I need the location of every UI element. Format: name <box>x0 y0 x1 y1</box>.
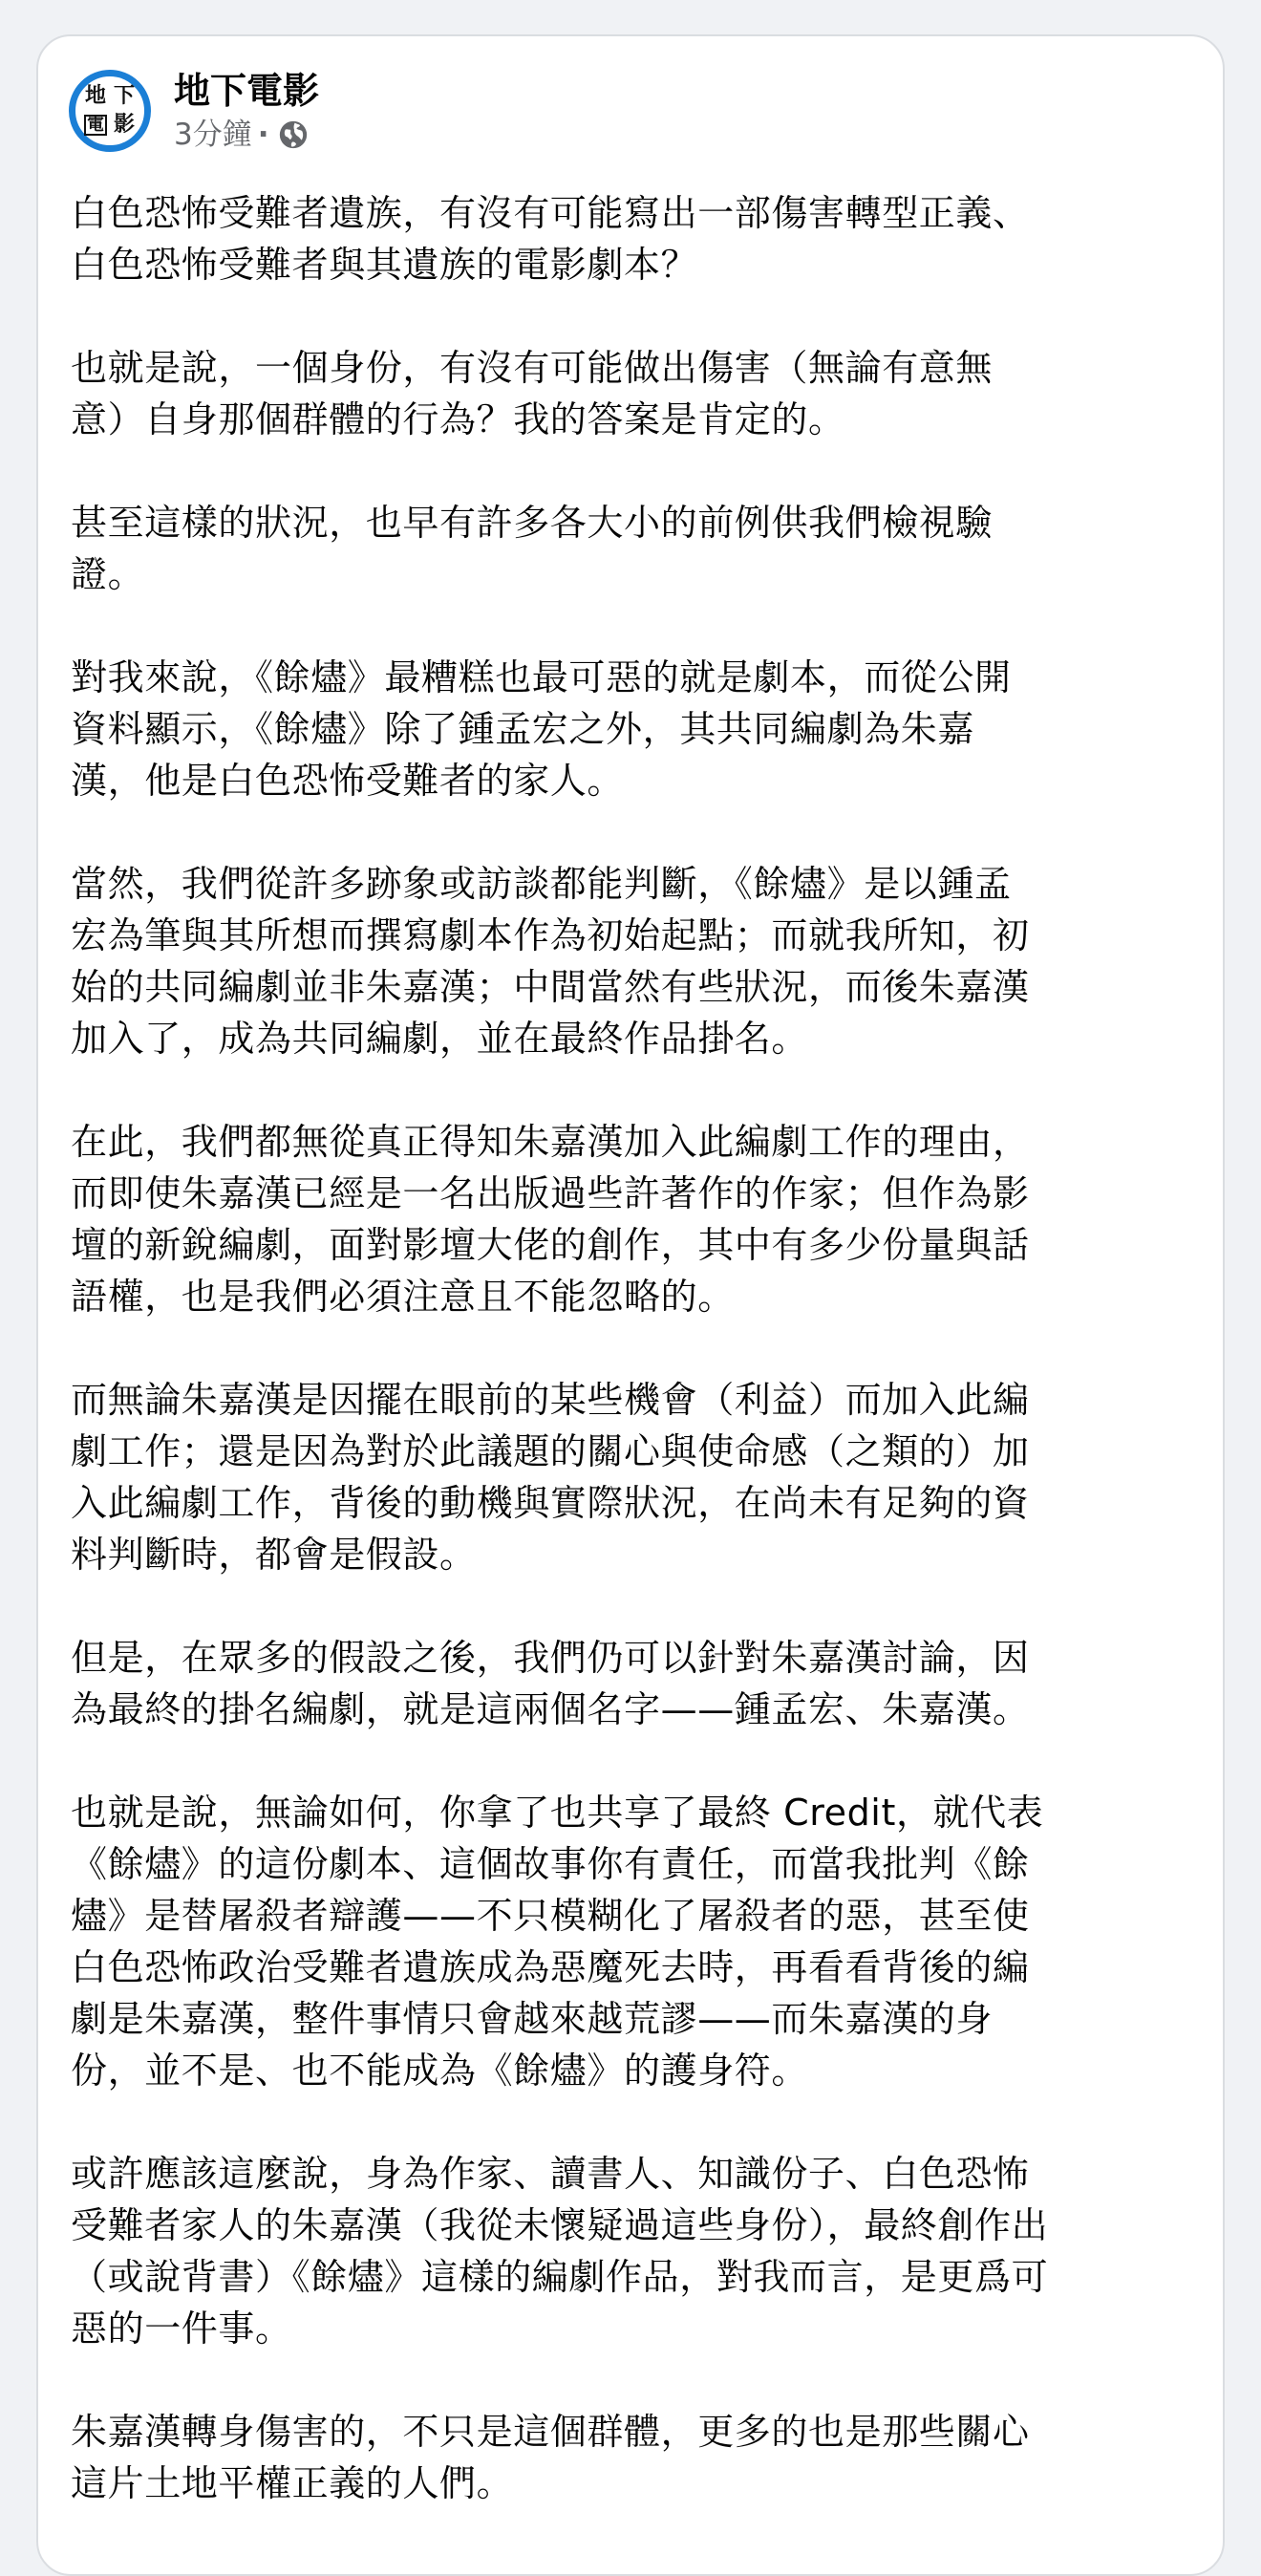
post-paragraph: 也就是說，一個身份，有沒有可能做出傷害（無論有意無 意）自身那個群體的行為？我的答案是肯定的。 <box>71 347 994 440</box>
post-text <box>71 187 1217 2561</box>
avatar-char: 電 <box>84 115 107 136</box>
globe-icon[interactable] <box>277 118 310 151</box>
post-paragraph: 也就是說，無論如何，你拿了也共享了最終 Credit，就代表 《餘燼》的這份劇本、這個故事你有責任，而當我批判《餘 燼》是替屠殺者辯護——不只模糊化了屠殺者的惡，甚至使 白色恐怖政治受難者遺族成為惡魔死去時，再看看背後的編 劇是朱嘉漢，整件事情只會越來越荒謬——而朱嘉漢的身 份，並不是、也不能成為《餘燼》的護身符。 <box>71 1792 1044 2092</box>
page-name-link[interactable]: 地下電影 <box>174 70 320 112</box>
post-paragraph: 而無論朱嘉漢是因擺在眼前的某些機會（利益）而加入此編 劇工作；還是因為對於此議題的關心與使命感（之類的）加 入此編劇工作，背後的動機與實際狀況，在尚未有足夠的資 料判斷時，都會是假設。 <box>71 1379 1030 1576</box>
avatar-char: 影 <box>113 113 135 137</box>
post-paragraph: 或許應該這麼說，身為作家、讀書人、知識份子、白色恐怖 受難者家人的朱嘉漢（我從未懷疑過這些身份），最終創作出 （或說背書）《餘燼》這樣的編劇作品，對我而言，是更爲可 惡的一件事。 <box>71 2153 1049 2350</box>
avatar[interactable] <box>69 70 151 152</box>
post-timestamp[interactable]: 3分鐘 <box>174 118 252 152</box>
post-card <box>36 34 1225 2576</box>
post-paragraph: 當然，我們從許多跡象或訪談都能判斷，《餘燼》是以鍾孟 宏為筆與其所想而撰寫劇本作為初始起點；而就我所知，初 始的共同編劇並非朱嘉漢；中間當然有些狀況，而後朱嘉漢 加入了，成為共同編劇，並在最終作品掛名。 <box>71 863 1030 1060</box>
post-subline <box>174 117 319 153</box>
post-paragraph: 但是，在眾多的假設之後，我們仍可以針對朱嘉漢討論，因 為最終的掛名編劇，就是這兩個名字——鍾孟宏、朱嘉漢。 <box>71 1637 1030 1730</box>
avatar-logo <box>81 82 139 140</box>
post-paragraph: 對我來說，《餘燼》最糟糕也最可惡的就是劇本，而從公開 資料顯示，《餘燼》除了鍾孟宏之外，其共同編劇為朱嘉 漢，他是白色恐怖受難者的家人。 <box>71 656 1012 802</box>
post-meta <box>174 69 319 153</box>
avatar-char: 地 <box>84 84 106 108</box>
post-paragraph: 朱嘉漢轉身傷害的，不只是這個群體，更多的也是那些關心 這片土地平權正義的人們。 <box>71 2411 1030 2504</box>
post-paragraph: 甚至這樣的狀況，也早有許多各大小的前例供我們檢視驗 證。 <box>71 502 994 595</box>
post-paragraph: 在此，我們都無從真正得知朱嘉漢加入此編劇工作的理由， 而即使朱嘉漢已經是一名出版過些許著作的作家；但作為影 壇的新銳編劇，面對影壇大佬的創作，其中有多少份量與話 語權，也是我們必須注意且不能忽略的。 <box>71 1121 1030 1318</box>
avatar-char: 下 <box>113 84 135 108</box>
post-paragraph: 白色恐怖受難者遺族，有沒有可能寫出一部傷害轉型正義、 白色恐怖受難者與其遺族的電影劇本？ <box>71 192 1030 286</box>
separator-dot: · <box>257 118 269 152</box>
post-header <box>69 69 319 153</box>
